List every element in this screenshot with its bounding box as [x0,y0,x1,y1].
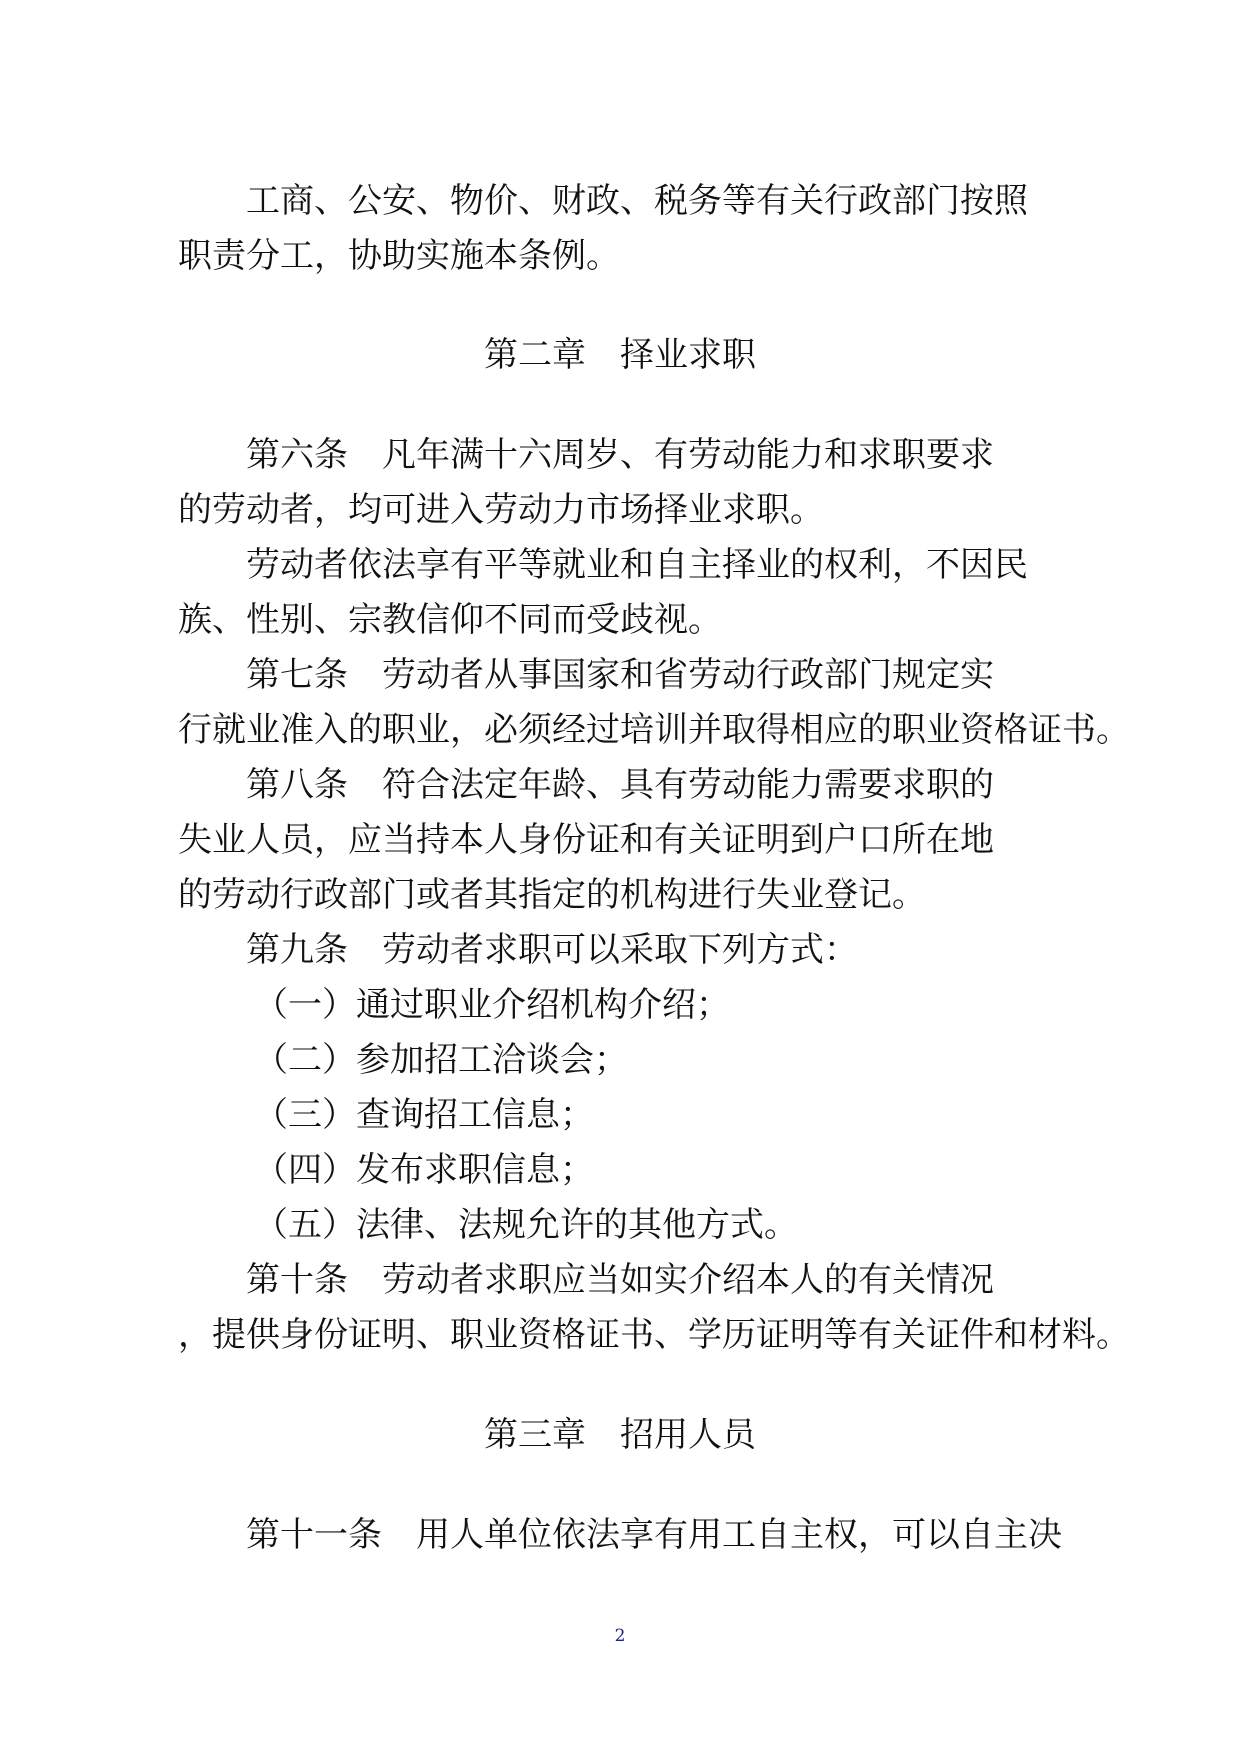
paragraph-line: 失业人员，应当持本人身份证和有关证明到户口所在地 [178,820,994,860]
paragraph-line: ，提供身份证明、职业资格证书、学历证明等有关证件和材料。 [178,1315,1130,1355]
list-item: （四）发布求职信息； [254,1150,594,1190]
chapter-heading: 第二章 择业求职 [484,335,756,375]
article-nine: 第九条 劳动者求职可以采取下列方式： [246,930,858,970]
paragraph-line: 的劳动者，均可进入劳动力市场择业求职。 [178,490,824,530]
paragraph-line: 工商、公安、物价、财政、税务等有关行政部门按照 [246,181,1028,221]
paragraph-line: 劳动者依法享有平等就业和自主择业的权利，不因民 [246,545,1028,585]
page-number: 2 [614,1626,626,1646]
paragraph-line: 第七条 劳动者从事国家和省劳动行政部门规定实 [246,655,994,695]
paragraph-line: 行就业准入的职业，必须经过培训并取得相应的职业资格证书。 [178,710,1130,750]
list-item: （二）参加招工洽谈会； [254,1040,628,1080]
paragraph-line: 第十条 劳动者求职应当如实介绍本人的有关情况 [246,1260,994,1300]
paragraph-line: 族、性别、宗教信仰不同而受歧视。 [178,600,722,640]
article-eleven: 第十一条 用人单位依法享有用工自主权，可以自主决 [246,1515,1062,1555]
list-item: （五）法律、法规允许的其他方式。 [254,1205,798,1245]
paragraph-line: 的劳动行政部门或者其指定的机构进行失业登记。 [178,875,926,915]
paragraph-line: 职责分工，协助实施本条例。 [178,236,620,276]
paragraph-line: 第六条 凡年满十六周岁、有劳动能力和求职要求 [246,435,994,475]
list-item: （一）通过职业介绍机构介绍； [254,985,730,1025]
list-item: （三）查询招工信息； [254,1095,594,1135]
paragraph-line: 第八条 符合法定年龄、具有劳动能力需要求职的 [246,765,994,805]
chapter-heading: 第三章 招用人员 [484,1415,756,1455]
